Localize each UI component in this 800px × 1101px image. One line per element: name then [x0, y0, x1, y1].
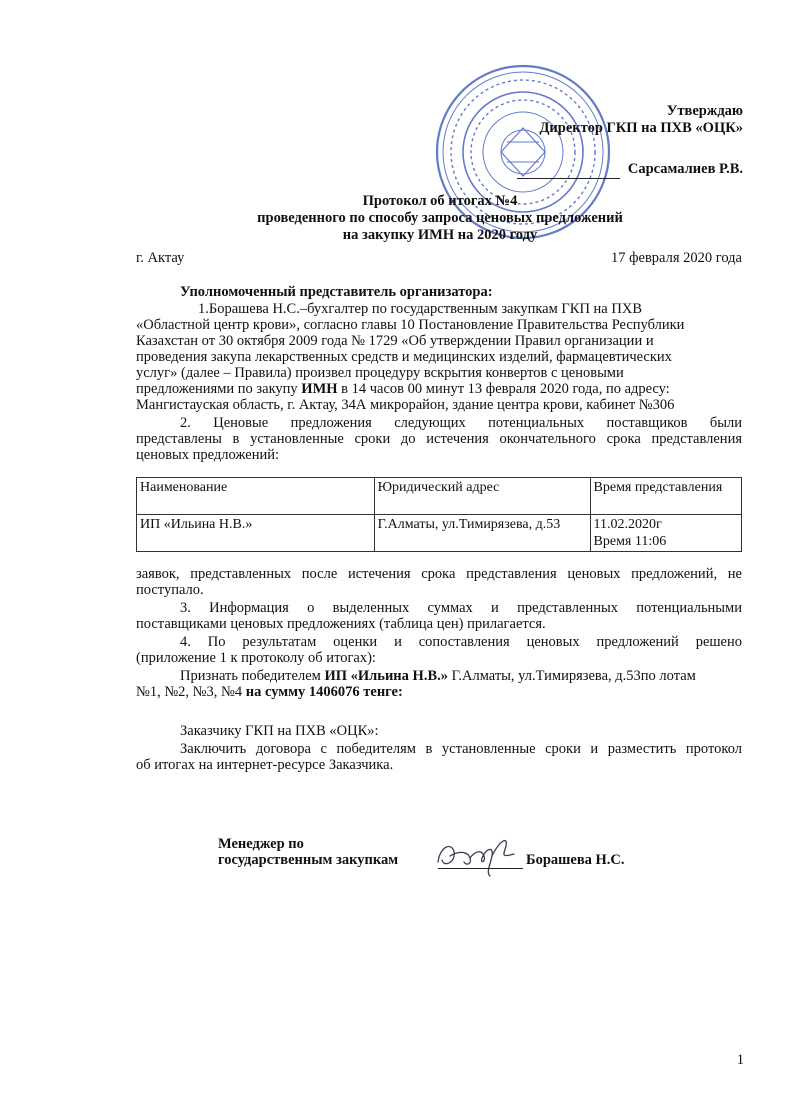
- approval-signature-line: [517, 178, 620, 179]
- p3-line-1: 3. Информация о выделенных суммах и представленных потенциальными: [180, 600, 742, 616]
- p4-line-1: 4. По результатам оценки и сопоставления ценовых предложений решено: [180, 634, 742, 650]
- cell-supplier-address: Г.Алматы, ул.Тимирязева, д.53: [374, 515, 590, 552]
- title-line-2: проведенного по способу запроса ценовых предложений: [257, 210, 623, 226]
- winner-line-2: №1, №2, №3, №4 на сумму 1406076 тенге:: [136, 684, 403, 700]
- p2-line-1: 2. Ценовые предложения следующих потенциальных поставщиков были: [180, 415, 742, 431]
- table-header-row: [137, 478, 742, 515]
- representative-heading: Уполномоченный представитель организатора:: [180, 284, 493, 300]
- cell-supplier-time: 11.02.2020г Время 11:06: [590, 515, 741, 552]
- date: 17 февраля 2020 года: [610, 250, 742, 266]
- title-line-3: на закупку ИМН на 2020 году: [342, 227, 538, 243]
- approval-line-1: Утверждаю: [666, 103, 743, 119]
- conclude-line-2: об итогах на интернет-ресурсе Заказчика.: [136, 757, 394, 773]
- cell-supplier-name: ИП «Ильина Н.В.»: [137, 515, 375, 552]
- page-number: 1: [736, 1052, 744, 1068]
- p1-line-5: услуг» (далее – Правила) произвел процедуру вскрытия конвертов с ценовыми: [136, 365, 624, 381]
- signature-role-line-1: Менеджер по: [218, 836, 304, 852]
- approval-signer: Сарсамалиев Р.В.: [627, 161, 743, 177]
- header-address: Юридический адрес: [374, 478, 590, 515]
- title-line-1: Протокол об итогах №4: [362, 193, 518, 209]
- late-bids-line-2: поступало.: [136, 582, 204, 598]
- customer-heading: Заказчику ГКП на ПХВ «ОЦК»:: [180, 723, 379, 739]
- signature-name: Борашева Н.С.: [526, 852, 625, 868]
- header-name: Наименование: [137, 478, 375, 515]
- signature-role-line-2: государственным закупкам: [218, 852, 399, 868]
- suppliers-table: [136, 477, 742, 552]
- header-time: Время представления: [590, 478, 741, 515]
- approval-line-2: Директор ГКП на ПХВ «ОЦК»: [539, 120, 743, 136]
- signature-line: [438, 868, 523, 869]
- p1-line-3: Казахстан от 30 октября 2009 года № 1729 «Об утверждении Правил организации и: [136, 333, 654, 349]
- p4-line-2: (приложение 1 к протоколу об итогах):: [136, 650, 376, 666]
- handwritten-signature: [430, 832, 520, 884]
- conclude-line-1: Заключить договора с победителям в установленные сроки и разместить протокол: [180, 741, 742, 757]
- late-bids-line-1: заявок, представленных после истечения срока представления ценовых предложений, не: [136, 566, 742, 582]
- place: г. Актау: [136, 250, 185, 266]
- p1-line-6: предложениями по закупу ИМН в 14 часов 00 минут 13 февраля 2020 года, по адресу:: [136, 381, 670, 397]
- p1-line-2: «Областной центр крови», согласно главы 10 Постановление Правительства Республики: [136, 317, 685, 333]
- p2-line-2: представлены в установленные сроки до истечения окончательного срока представления: [136, 431, 742, 447]
- p1-line-7: Мангистауская область, г. Актау, 34А микрорайон, здание центра крови, кабинет №306: [136, 397, 675, 413]
- p1-line-4: проведения закупа лекарственных средств и медицинских изделий, фармацевтических: [136, 349, 672, 365]
- p3-line-2: поставщиками ценовых предложениях (таблица цен) прилагается.: [136, 616, 546, 632]
- winner-line-1: Признать победителем ИП «Ильина Н.В.» Г.Алматы, ул.Тимирязева, д.53по лотам: [180, 668, 696, 684]
- p2-line-3: ценовых предложений:: [136, 447, 279, 463]
- p1-line-1: 1.Борашева Н.С.–бухгалтер по государственным закупкам ГКП на ПХВ: [198, 301, 642, 317]
- table-row: [137, 515, 742, 552]
